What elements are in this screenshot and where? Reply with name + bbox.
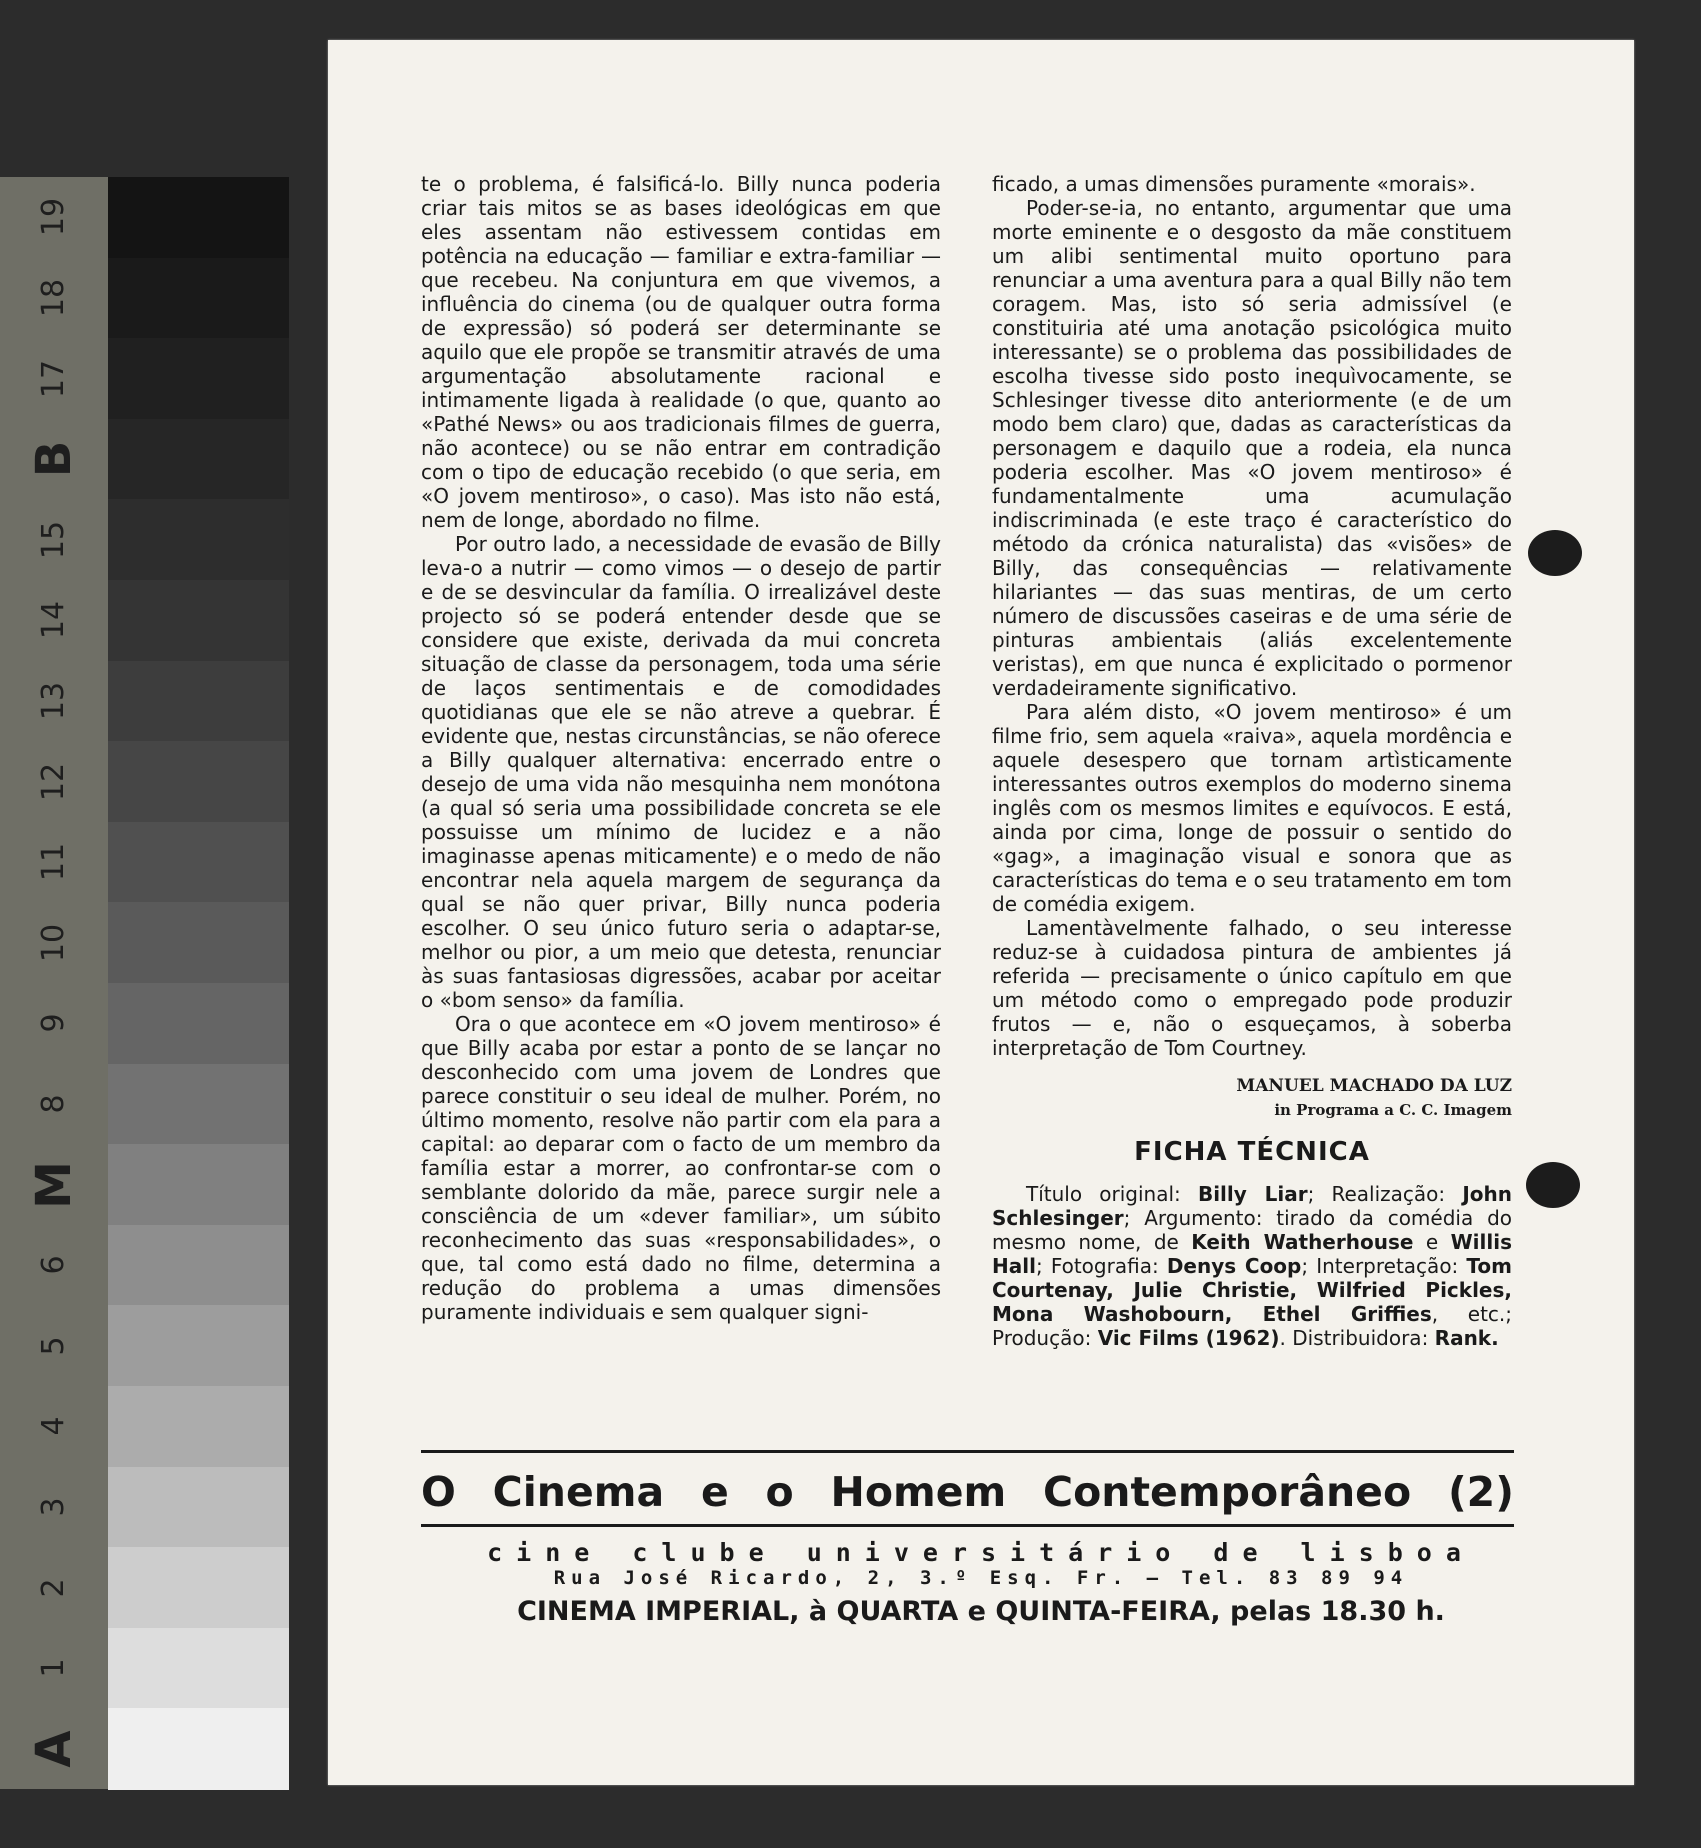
article-paragraph: Por outro lado, a necessidade de evasão de Billy leva-o a nutrir — como vimos — o desejo de partir e de se desvincular da família. O irrealizável deste projecto só se poderá entender desde que se considere que existe, derivada da mui concreta situação de classe da personagem, toda uma série de laços sentimentais e de comodidades quotidianas que ele se não atreve a quebrar. É evidente que, nestas circunstâncias, se não oferece a Billy qualquer alternativa: encerrado entre o desejo de uma vida não mesquinha nem monótona (a qual só seria uma possibilidade concreta se ele possuisse um mínimo de lucidez e a não imaginasse apenas miticamente) e o medo de não encontrar nela aquela margem de segurança da qual se não quer privar, Billy nunca poderia escolher. O seu único futuro seria o adaptar-se, melhor ou pior, a um meio que detesta, renunciar às suas fantasiosas digressões, acabar por aceitar o «bom senso» da família. (421, 532, 941, 1012)
grey-patch (108, 419, 289, 501)
grey-patch (108, 822, 289, 904)
series-title (421, 1468, 1514, 1516)
grey-patch (108, 661, 289, 743)
scale-label: B (26, 440, 82, 478)
credit-value: Tom Courtenay, Julie Christie, Wilfried Pickles, Mona Washobourn, Ethel Griffies (992, 1254, 1512, 1326)
series-title-word: o (765, 1468, 794, 1516)
grey-patch (108, 580, 289, 662)
credit-label: , etc.; Produção: (992, 1302, 1513, 1350)
ficha-tecnica-credits (992, 1182, 1512, 1350)
author-source: in Programa a C. C. Imagem (1274, 1101, 1512, 1119)
grey-patch (108, 1708, 289, 1790)
club-name: cine clube universitário de lisboa (487, 1538, 1475, 1567)
grey-patch (108, 1064, 289, 1146)
scale-label: 3 (36, 1497, 71, 1517)
series-title-word: (2) (1447, 1468, 1514, 1516)
credit-label: e (1413, 1230, 1451, 1254)
scale-label: 12 (36, 762, 71, 801)
scale-label: 9 (36, 1013, 71, 1033)
scale-label: 19 (36, 198, 71, 237)
grey-scale-labels (0, 177, 108, 1789)
grey-patch (108, 1628, 289, 1710)
credit-value: John Schlesinger (992, 1182, 1512, 1230)
footer-rule-top (421, 1450, 1514, 1453)
footer-rule-bottom (421, 1524, 1514, 1527)
credit-value: Rank. (1434, 1326, 1499, 1350)
article-right-paragraphs (992, 172, 1512, 1060)
grey-patch (108, 1144, 289, 1226)
grey-patch (108, 499, 289, 581)
scale-label: 4 (36, 1416, 71, 1436)
scale-label: 14 (36, 601, 71, 640)
scale-label: 18 (36, 278, 71, 317)
credit-label: ; Fotografia: (1035, 1254, 1167, 1278)
credit-value: Billy Liar (1197, 1182, 1308, 1206)
credit-label: Título original: (1026, 1182, 1198, 1206)
scale-label: 13 (36, 681, 71, 720)
article-paragraph: Poder-se-ia, no entanto, argumentar que uma morte eminente e o desgosto da mãe constituem um alibi sentimental muito oportuno para renunciar a uma aventura para a qual Billy não tem coragem. Mas, isto só seria admissível (e constituiria até uma anotação psicológica muito interessante) se o problema das possibilidades de escolha tivesse sido posto inequìvocamente, se Schlesinger tivesse dito anteriormente (e de um modo bem claro) que, dadas as características da personagem e daquilo que a rodeia, ela nunca poderia escolher. Mas «O jovem mentiroso» é fundamentalmente uma acumulação indiscriminada (e este traço é característico do método da crónica naturalista) das «visões» de Billy, das consequências — relativamente hilariantes — das suas mentiras, de um certo número de discussões caseiras e de uma série de pinturas ambientais (aliás excelentemente veristas), em que nunca é explicitado o pormenor verdadeiramente significativo. (992, 196, 1512, 700)
ficha-tecnica-title: FICHA TÉCNICA (1134, 1137, 1370, 1167)
scale-label: 10 (36, 923, 71, 962)
club-address: Rua José Ricardo, 2, 3.º Esq. Fr. — Tel. 83 89 94 (553, 1567, 1409, 1589)
scale-label: A (26, 1730, 82, 1768)
grey-patch (108, 258, 289, 340)
article-column-left (421, 172, 941, 1324)
credit-label: . Distribuidora: (1279, 1326, 1435, 1350)
scale-label: 5 (36, 1336, 71, 1356)
credit-value: Keith Watherhouse (1191, 1230, 1414, 1254)
series-title-word: O (421, 1468, 456, 1516)
article-paragraph: Para além disto, «O jovem mentiroso» é um filme frio, sem aquela «raiva», aquela mordência e aquele desespero que tornam artìsticamente interessantes outros exemplos do moderno sinema inglês com os mesmos limites e equívocos. E está, ainda por cima, longe de possuir o sentido do «gag», a imaginação visual e sonora que as características do tema e o seu tratamento em tom de comédia exigem. (992, 700, 1512, 916)
scale-label: 1 (36, 1658, 71, 1678)
punch-hole (1528, 530, 1582, 576)
grey-patch (108, 177, 289, 259)
scale-label: 6 (36, 1255, 71, 1275)
article-paragraph: ficado, a umas dimensões puramente «morais». (992, 172, 1476, 196)
article-paragraph: Lamentàvelmente falhado, o seu interesse reduz-se à cuidadosa pintura de ambientes já referida — precisamente o único capítulo em que um método como o empregado pode produzir frutos — e, não o esqueçamos, à soberba interpretação de Tom Courtney. (992, 916, 1512, 1060)
scale-label: 11 (36, 843, 71, 882)
grey-patch (108, 1305, 289, 1387)
document-page (328, 40, 1634, 1785)
punch-hole (1526, 1162, 1580, 1208)
grey-patch (108, 1467, 289, 1549)
credit-label: ; Realização: (1307, 1182, 1463, 1206)
article-column-right (992, 172, 1512, 1350)
credit-value: Vic Films (1962) (1097, 1326, 1280, 1350)
grey-scale-patches (108, 177, 289, 1789)
grey-patch (108, 983, 289, 1065)
screening-schedule: CINEMA IMPERIAL, à QUARTA e QUINTA-FEIRA, pelas 18.30 h. (517, 1596, 1445, 1627)
grey-patch (108, 1386, 289, 1468)
series-title-word: Contemporâneo (1043, 1468, 1412, 1516)
credit-label: ; Argumento: tirado da comédia do mesmo nome, de (992, 1206, 1512, 1254)
scale-label: 2 (36, 1577, 71, 1598)
grey-scale-strip (0, 177, 289, 1789)
grey-patch (108, 1547, 289, 1629)
scale-label: 8 (36, 1094, 71, 1114)
grey-patch (108, 1225, 289, 1307)
credit-label: ; Interpretação: (1301, 1254, 1467, 1278)
scale-label: M (26, 1160, 82, 1209)
article-paragraph: te o problema, é falsificá-lo. Billy nunca poderia criar tais mitos se as bases ideológicas em que eles assentam não estivessem contidas em potência na educação — familiar e extra-familiar — que recebeu. Na conjuntura em que vivemos, a influência do cinema (ou de qualquer outra forma de expressão) só poderá ser determinante se aquilo que ele propõe se transmitir através de uma argumentação absolutamente racional e intimamente ligada à realidade (o que, quanto ao «Pathé News» ou aos tradicionais filmes de guerra, não acontece) ou se não entrar em contradição com o tipo de educação recebido (o que seria, em «O jovem mentiroso», o caso). Mas isto não está, nem de longe, abordado no filme. (421, 172, 941, 532)
grey-patch (108, 902, 289, 984)
grey-patch (108, 338, 289, 420)
scale-label: 17 (36, 359, 71, 398)
series-title-word: e (700, 1468, 729, 1516)
series-title-word: Homem (830, 1468, 1007, 1516)
author-name: MANUEL MACHADO DA LUZ (1236, 1076, 1512, 1096)
series-title-word: Cinema (492, 1468, 665, 1516)
grey-patch (108, 741, 289, 823)
credit-value: Willis Hall (992, 1230, 1512, 1278)
author-signature (992, 1074, 1512, 1122)
credit-value: Denys Coop (1166, 1254, 1302, 1278)
scale-label: 15 (36, 520, 71, 559)
article-paragraph: Ora o que acontece em «O jovem mentiroso» é que Billy acaba por estar a ponto de se lançar no desconhecido com uma jovem de Londres que parece constituir o seu ideal de mulher. Porém, no último momento, resolve não partir com ela para a capital: ao deparar com o facto de um membro da família estar a morrer, ao confrontar-se com o semblante dolorido da mãe, parece surgir nele a consciência de um «dever familiar», um súbito reconhecimento das suas «responsabilidades», o que, tal como está dado no filme, determina a redução do problema a umas dimensões puramente individuais e sem qualquer signi- (421, 1012, 941, 1324)
